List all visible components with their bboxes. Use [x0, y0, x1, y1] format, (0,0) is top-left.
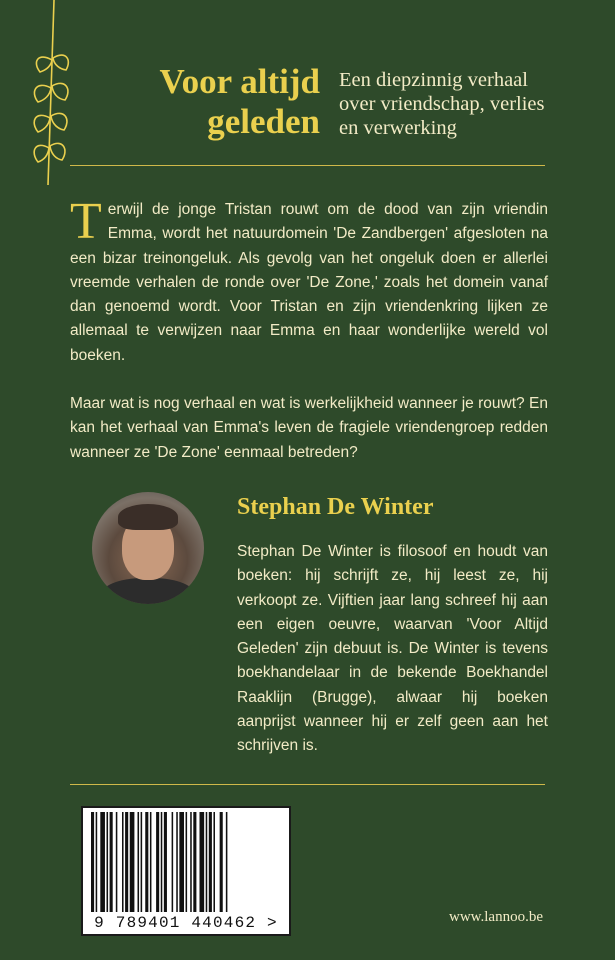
blurb-paragraph-1 — [70, 193, 548, 368]
subtitle-line-2: over vriendschap, verlies — [339, 93, 545, 115]
barcode-bar — [193, 812, 196, 912]
subtitle-line-1: Een diepzinnig verhaal — [339, 69, 528, 91]
barcode-bar — [110, 812, 113, 912]
barcode-bars — [91, 812, 281, 912]
barcode-bar — [186, 812, 188, 912]
drop-cap: T — [70, 193, 102, 250]
barcode-bar — [213, 812, 215, 912]
author-name: Stephan De Winter — [237, 494, 434, 520]
barcode-bar — [141, 812, 143, 912]
barcode-bar — [176, 812, 178, 912]
barcode-bar — [179, 812, 184, 912]
barcode-bar — [91, 812, 94, 912]
barcode-bar — [226, 812, 228, 912]
publisher-website: www.lannoo.be — [448, 909, 543, 925]
author-photo-hair — [118, 504, 178, 530]
barcode-bar — [96, 812, 98, 912]
barcode-bar — [164, 812, 167, 912]
barcode-bar — [150, 812, 152, 912]
isbn-digits: 9 789401 440462 > — [94, 914, 278, 932]
author-bio: Stephan De Winter is filosoof en houdt van boeken: hij schrijft ze, hij leest ze, hij verkoopt ze. Vijftien jaar lang schreef hij aan een eigen oeuvre, waarvan 'Voor Altijd Geleden' zijn debuut is. De Winter is tevens boekhandelaar in de bekende Boekhandel Raaklijn (Brugge), alwaar hij boeken aanprijst wanneer hij er zelf geen aan het schrijven is. — [237, 543, 548, 755]
barcode-bar — [138, 812, 140, 912]
barcode-bar — [107, 812, 109, 912]
blurb — [70, 193, 548, 489]
author-photo — [92, 492, 204, 604]
barcode-bar — [122, 812, 124, 912]
barcode-bar — [190, 812, 192, 912]
blurb-paragraph-2: Maar wat is nog verhaal en wat is werkelijkheid wanneer je rouwt? En kan het verhaal van Emma's leven de fragiele vriendengroep redden wanneer ze 'De Zone' eenmaal betreden? — [70, 395, 548, 461]
barcode-bar — [100, 812, 105, 912]
barcode-bar — [156, 812, 159, 912]
vine-ornament — [18, 0, 82, 200]
barcode-bar — [130, 812, 135, 912]
blurb-paragraph-1-text: erwijl de jonge Tristan rouwt om de dood van zijn vriendin Emma, wordt het natuurdomein 'De Zandbergen' afgesloten na een bizar treinongeluk. Als gevolg van het ongeluk doen er allerlei vreemde verhalen de ronde over 'De Zone,' zoals het domein vanaf dan genoemd wordt. Voor Tristan en zijn vriendenkring lijken ze allemaal te verwijzen naar Emma en haar wonderlijke wereld vol boeken. — [70, 201, 548, 364]
title-line-1: Voor altijd — [159, 62, 320, 101]
barcode-bar — [161, 812, 163, 912]
isbn-barcode — [81, 806, 291, 936]
barcode-bar — [200, 812, 205, 912]
book-title — [110, 62, 320, 142]
book-subtitle — [339, 68, 569, 140]
barcode-bar — [125, 812, 128, 912]
barcode-bar — [206, 812, 208, 912]
barcode-bar — [220, 812, 223, 912]
barcode-bar — [172, 812, 174, 912]
barcode-bar — [145, 812, 148, 912]
barcode-bar — [116, 812, 118, 912]
barcode-bar — [209, 812, 212, 912]
divider-top — [70, 165, 545, 166]
divider-bottom — [70, 784, 545, 785]
title-line-2: geleden — [207, 102, 320, 141]
author-photo-shirt — [100, 578, 196, 604]
subtitle-line-3: en verwerking — [339, 117, 457, 139]
